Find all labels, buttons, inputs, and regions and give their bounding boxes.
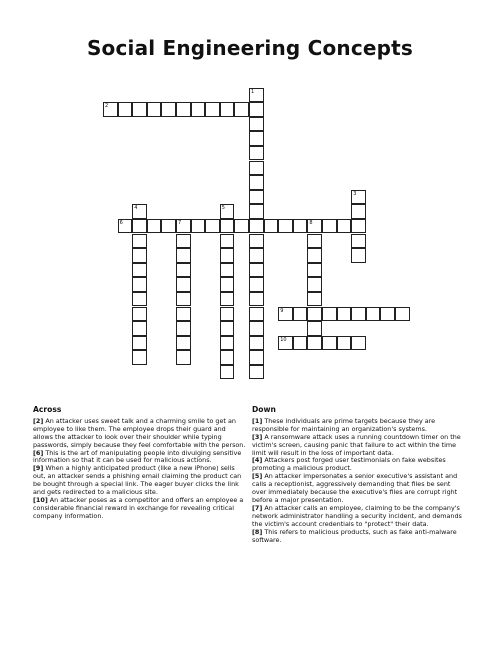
grid-cell[interactable]: [132, 204, 147, 219]
clue-across-9: [33, 465, 247, 497]
clue-down-1: [252, 418, 466, 434]
cell-number: 3: [353, 190, 357, 197]
grid-cell[interactable]: [293, 307, 308, 322]
cell-number: 6: [119, 219, 123, 226]
grid-cell[interactable]: [278, 336, 293, 351]
grid-cell[interactable]: [249, 146, 264, 161]
grid-cell[interactable]: [351, 336, 366, 351]
grid-cell[interactable]: [132, 248, 147, 263]
clue-number: [9]: [33, 464, 44, 473]
grid-cell[interactable]: [147, 102, 162, 117]
grid-cell[interactable]: [191, 219, 206, 234]
grid-cell[interactable]: [249, 102, 264, 117]
grid-cell[interactable]: [220, 350, 235, 365]
grid-cell[interactable]: [322, 336, 337, 351]
grid-cell[interactable]: [220, 307, 235, 322]
grid-cell[interactable]: [249, 131, 264, 146]
grid-cell[interactable]: [176, 102, 191, 117]
grid-cell[interactable]: [205, 102, 220, 117]
grid-cell[interactable]: [249, 350, 264, 365]
grid-cell[interactable]: [176, 234, 191, 249]
grid-cell[interactable]: [278, 307, 293, 322]
grid-cell[interactable]: [234, 102, 249, 117]
clue-down-8: [252, 529, 466, 545]
grid-cell[interactable]: [220, 321, 235, 336]
grid-cell[interactable]: [220, 219, 235, 234]
grid-cell[interactable]: [307, 219, 322, 234]
down-heading: Down: [252, 405, 276, 414]
grid-cell[interactable]: [118, 219, 133, 234]
grid-cell[interactable]: [307, 248, 322, 263]
grid-cell[interactable]: [307, 321, 322, 336]
down-clues: [252, 406, 466, 544]
grid-cell[interactable]: [220, 263, 235, 278]
clue-text: Attackers post forged user testimonials on fake websites promoting a malicious product.: [252, 456, 446, 473]
grid-cell[interactable]: [293, 219, 308, 234]
grid-cell[interactable]: [176, 248, 191, 263]
grid-cell[interactable]: [366, 307, 381, 322]
clue-number: [5]: [252, 472, 263, 481]
grid-cell[interactable]: [176, 292, 191, 307]
grid-cell[interactable]: [337, 307, 352, 322]
grid-cell[interactable]: [132, 336, 147, 351]
grid-cell[interactable]: [249, 277, 264, 292]
grid-cell[interactable]: [220, 248, 235, 263]
grid-cell[interactable]: [351, 219, 366, 234]
grid-cell[interactable]: [249, 248, 264, 263]
grid-cell[interactable]: [132, 307, 147, 322]
grid-cell[interactable]: [307, 234, 322, 249]
grid-cell[interactable]: [249, 336, 264, 351]
grid-cell[interactable]: [307, 277, 322, 292]
grid-cell[interactable]: [132, 234, 147, 249]
grid-cell[interactable]: [220, 204, 235, 219]
grid-cell[interactable]: [249, 307, 264, 322]
clue-down-3: [252, 434, 466, 458]
grid-cell[interactable]: [322, 307, 337, 322]
grid-cell[interactable]: [293, 336, 308, 351]
grid-cell[interactable]: [205, 219, 220, 234]
clue-text: This is the art of manipulating people into divulging sensitive information so that it can be used for malicious actions.: [33, 448, 242, 465]
grid-cell[interactable]: [132, 292, 147, 307]
grid-cell[interactable]: [220, 234, 235, 249]
grid-cell[interactable]: [161, 102, 176, 117]
cell-number: 8: [309, 219, 313, 226]
grid-cell[interactable]: [264, 219, 279, 234]
clue-down-5: [252, 473, 466, 505]
grid-cell[interactable]: [132, 277, 147, 292]
grid-cell[interactable]: [220, 102, 235, 117]
grid-cell[interactable]: [103, 102, 118, 117]
grid-cell[interactable]: [380, 307, 395, 322]
grid-cell[interactable]: [249, 365, 264, 380]
grid-cell[interactable]: [118, 102, 133, 117]
grid-cell[interactable]: [176, 263, 191, 278]
grid-cell[interactable]: [249, 219, 264, 234]
grid-cell[interactable]: [234, 219, 249, 234]
cell-number: 10: [280, 336, 287, 343]
grid-cell[interactable]: [307, 292, 322, 307]
grid-cell[interactable]: [249, 263, 264, 278]
grid-cell[interactable]: [322, 219, 337, 234]
grid-cell[interactable]: [176, 219, 191, 234]
grid-cell[interactable]: [249, 117, 264, 132]
grid-cell[interactable]: [132, 102, 147, 117]
grid-cell[interactable]: [337, 336, 352, 351]
grid-cell[interactable]: [278, 219, 293, 234]
clue-text: This refers to malicious products, such as fake anti-malware software.: [252, 527, 457, 544]
grid-cell[interactable]: [176, 307, 191, 322]
grid-cell[interactable]: [132, 219, 147, 234]
clue-text: These individuals are prime targets because they are responsible for maintaining an organization's systems.: [252, 416, 436, 433]
clue-text: An attacker uses sweet talk and a charming smile to get an employee to like them. The employee drops their guard and allows the attacker to look over their shoulder while typing passwords, simply because they feel comfortable with the person.: [33, 416, 246, 449]
cell-number: 2: [105, 103, 109, 110]
grid-cell[interactable]: [249, 161, 264, 176]
clue-number: [8]: [252, 527, 263, 536]
grid-cell[interactable]: [191, 102, 206, 117]
grid-cell[interactable]: [132, 263, 147, 278]
clue-across-6: [33, 450, 247, 466]
grid-cell[interactable]: [176, 321, 191, 336]
grid-cell[interactable]: [132, 321, 147, 336]
cell-number: 4: [134, 205, 138, 212]
grid-cell[interactable]: [351, 204, 366, 219]
page-title: Social Engineering Concepts: [86, 36, 414, 60]
grid-cell[interactable]: [249, 190, 264, 205]
grid-cell[interactable]: [176, 350, 191, 365]
clue-number: [1]: [252, 416, 263, 425]
grid-cell[interactable]: [351, 248, 366, 263]
clue-number: [4]: [252, 456, 263, 465]
clue-number: [6]: [33, 448, 44, 457]
cell-number: 9: [280, 307, 284, 314]
grid-cell[interactable]: [132, 350, 147, 365]
clue-number: [10]: [33, 495, 48, 504]
cell-number: 5: [221, 205, 225, 212]
grid-cell[interactable]: [351, 307, 366, 322]
clue-text: A ransomware attack uses a running countdown timer on the victim's screen, causing panic that failure to act within the time limit will result in the loss of important data.: [252, 432, 461, 457]
grid-cell[interactable]: [176, 336, 191, 351]
grid-cell[interactable]: [249, 292, 264, 307]
grid-cell[interactable]: [249, 204, 264, 219]
grid-cell[interactable]: [220, 365, 235, 380]
clue-number: [2]: [33, 416, 44, 425]
grid-cell[interactable]: [307, 263, 322, 278]
grid-cell[interactable]: [249, 321, 264, 336]
grid-cell[interactable]: [307, 307, 322, 322]
grid-cell[interactable]: [249, 88, 264, 103]
clue-down-7: [252, 505, 466, 529]
grid-cell[interactable]: [395, 307, 410, 322]
clue-text: When a highly anticipated product (like a new iPhone) sells out, an attacker sends a phishing email claiming the product can be bought through a special link. The eager buyer clicks the link and gets redirected to a malicious site.: [33, 464, 242, 497]
clue-down-4: [252, 457, 466, 473]
clue-text: An attacker impersonates a senior executive's assistant and calls a receptionist, aggressively demanding that files be sent over immediately because the executive's files are corrupt right before a major presentation.: [252, 472, 458, 504]
across-clues: [33, 406, 247, 521]
grid-cell[interactable]: [249, 234, 264, 249]
grid-cell[interactable]: [161, 219, 176, 234]
clue-text: An attacker calls an employee, claiming to be the company's network administrator handling a security incident, and demands the victim's account credentials to "protect" their data.: [252, 503, 462, 528]
clue-across-10: [33, 497, 247, 521]
cell-number: 7: [178, 219, 182, 226]
grid-cell[interactable]: [337, 219, 352, 234]
grid-cell[interactable]: [147, 219, 162, 234]
grid-cell[interactable]: [351, 234, 366, 249]
grid-cell[interactable]: [220, 292, 235, 307]
clue-text: An attacker poses as a competitor and offers an employee a considerable financial reward in exchange for revealing critical company information.: [33, 495, 244, 520]
grid-cell[interactable]: [220, 336, 235, 351]
grid-cell[interactable]: [307, 336, 322, 351]
grid-cell[interactable]: [176, 277, 191, 292]
clue-number: [3]: [252, 432, 263, 441]
grid-cell[interactable]: [249, 175, 264, 190]
cell-number: 1: [251, 88, 255, 95]
clue-across-2: [33, 418, 247, 450]
grid-cell[interactable]: [351, 190, 366, 205]
grid-cell[interactable]: [220, 277, 235, 292]
clue-number: [7]: [252, 503, 263, 512]
across-heading: Across: [33, 405, 62, 414]
